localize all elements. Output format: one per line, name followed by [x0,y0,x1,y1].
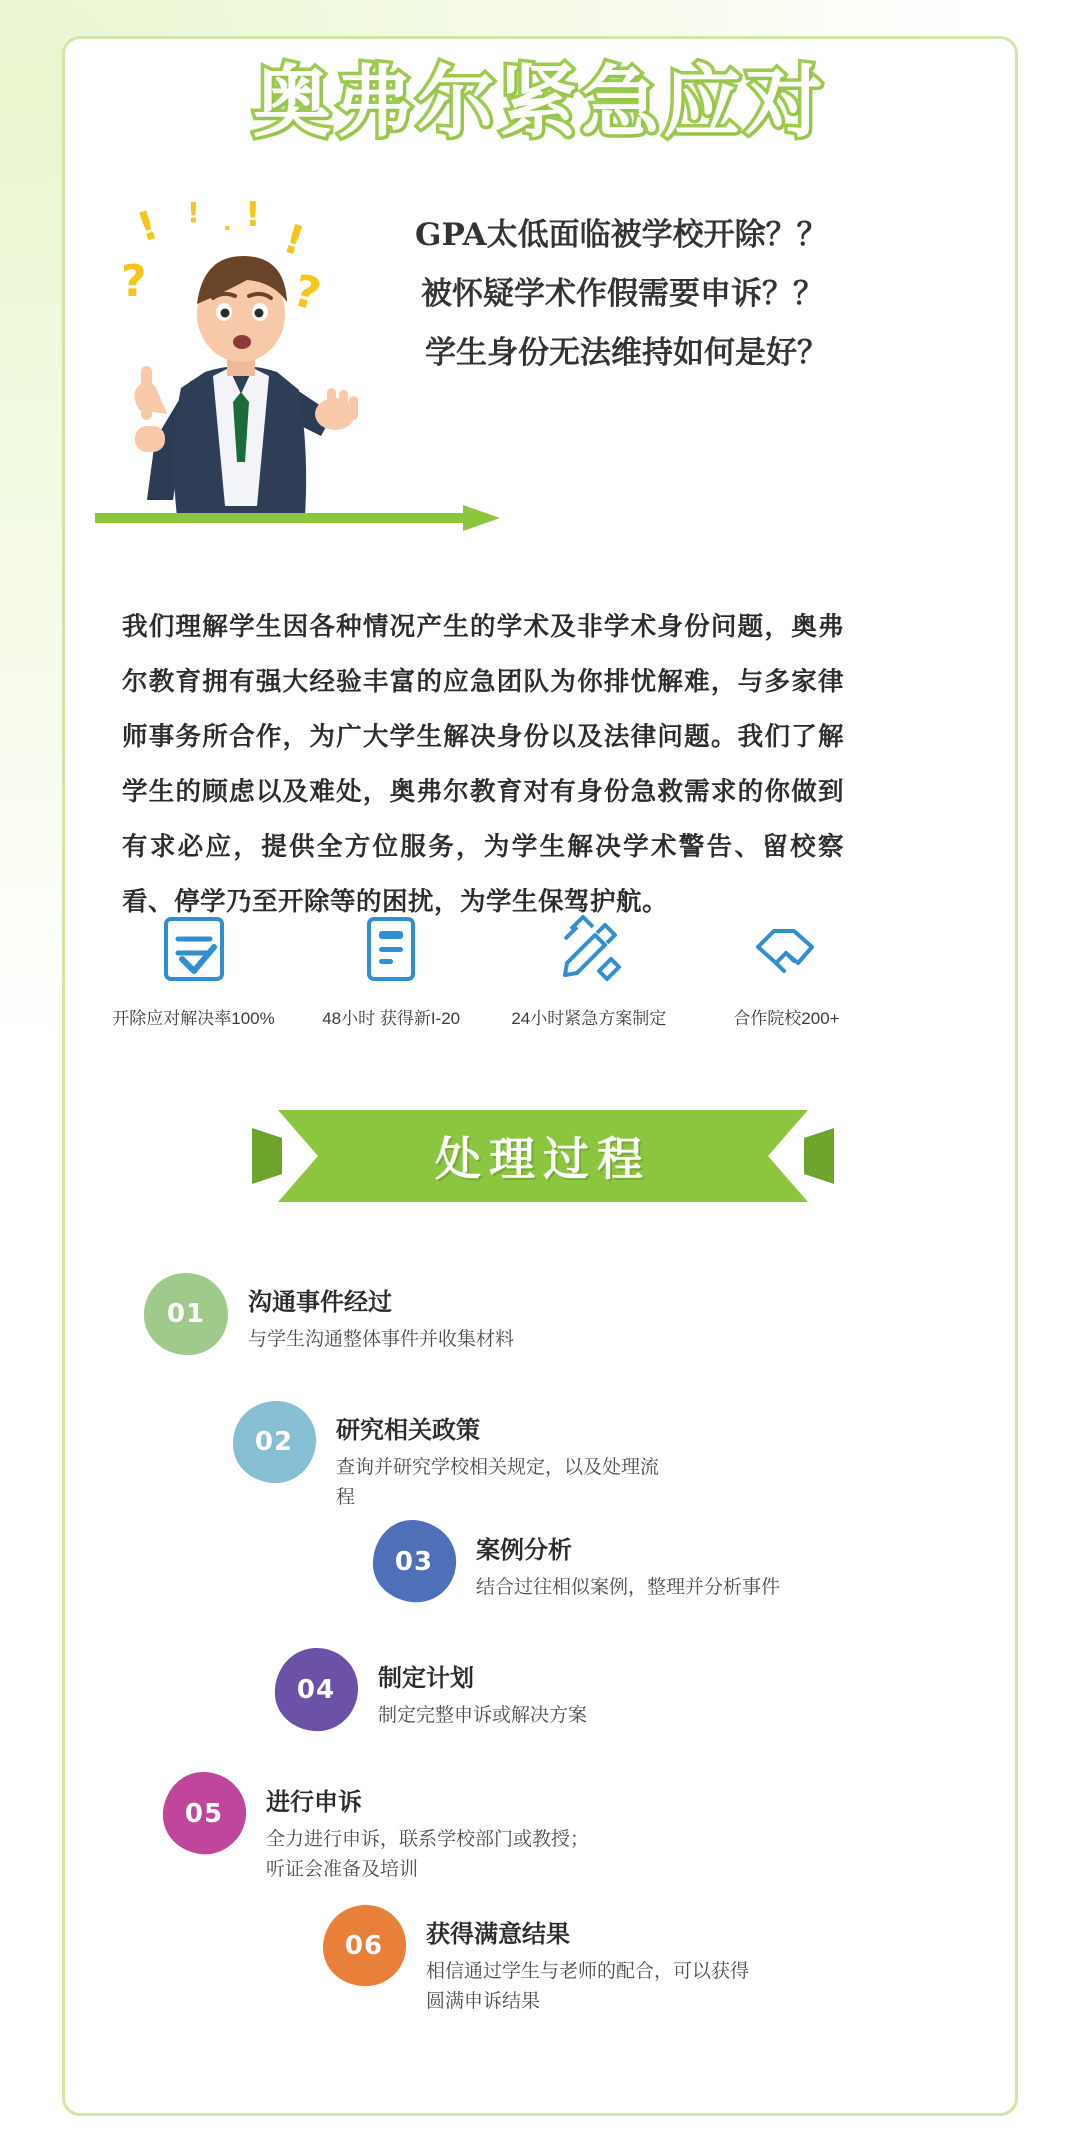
feature-item-4 [688,910,885,1029]
question-list [415,217,885,397]
step-desc-3: 结合过往相似案例，整理并分析事件 [476,1577,781,1598]
step-title-6: 获得满意结果 [426,1920,570,1948]
step-text-5 [266,1770,596,1885]
step-blob-4 [270,1646,362,1734]
step-blob-2 [228,1398,320,1486]
feature-caption-4: 合作院校200+ [733,1009,840,1028]
step-title-4: 制定计划 [378,1664,474,1692]
step-desc-4: 制定完整申诉或解决方案 [378,1705,588,1726]
question-line-2: 被怀疑学术作假需要申诉？？ [421,276,824,312]
step-item-4 [270,1646,587,1734]
hero-section [95,200,885,520]
step-blob-5 [158,1770,250,1858]
section-ribbon [278,1110,808,1202]
handshake-icon [688,910,885,988]
step-number-1: 01 [166,1299,206,1329]
feature-row [95,910,885,1029]
step-item-1 [140,1270,514,1358]
pencil-ruler-icon [490,910,687,988]
step-text-6 [426,1902,756,2017]
confused-student-illustration [95,200,385,520]
step-desc-5: 全力进行申诉，联系学校部门或教授；听证会准备及培训 [266,1829,590,1880]
feature-item-1 [95,910,292,1029]
svg-text:.: . [223,211,232,236]
step-item-2 [228,1398,666,1513]
step-title-5: 进行申诉 [266,1788,362,1816]
svg-text:?: ? [288,265,326,321]
step-blob-3 [368,1518,460,1606]
step-item-6 [318,1902,756,2017]
step-number-5: 05 [184,1799,224,1829]
step-desc-6: 相信通过学生与老师的配合，可以获得圆满申诉结果 [426,1961,750,2012]
svg-text:!: ! [187,200,200,229]
svg-text:!: ! [245,200,261,235]
feature-caption-2: 48小时 获得新I-20 [322,1009,461,1028]
svg-text:?: ? [121,256,147,307]
green-arrow [95,505,500,531]
step-text-1 [248,1270,514,1355]
ribbon-title: 处理过程 [435,1132,651,1186]
step-text-2 [336,1398,666,1513]
page-title: 奥弗尔紧急应对 [252,58,827,148]
step-item-5 [158,1770,596,1885]
question-line-3: 学生身份无法维持如何是好？ [425,335,828,371]
feature-caption-1: 开除应对解决率100% [112,1009,275,1028]
feature-item-2 [293,910,490,1029]
step-desc-2: 查询并研究学校相关规定，以及处理流程 [336,1457,660,1508]
step-title-3: 案例分析 [476,1536,572,1564]
step-number-4: 04 [296,1675,336,1705]
step-number-3: 03 [394,1547,434,1577]
step-title-1: 沟通事件经过 [248,1288,392,1316]
step-title-2: 研究相关政策 [336,1416,480,1444]
feature-caption-3: 24小时紧急方案制定 [511,1009,667,1028]
title-block [0,40,1080,152]
step-number-2: 02 [254,1427,294,1457]
step-desc-1: 与学生沟通整体事件并收集材料 [248,1329,515,1350]
step-item-3 [368,1518,780,1606]
step-text-3 [476,1518,780,1603]
step-blob-1 [140,1270,232,1358]
svg-text:!: ! [131,202,164,252]
svg-text:!: ! [277,215,310,266]
checklist-icon [95,910,292,988]
step-number-6: 06 [344,1931,384,1961]
step-text-4 [378,1646,587,1731]
intro-paragraph: 我们理解学生因各种情况产生的学术及非学术身份问题，奥弗尔教育拥有强大经验丰富的应急团队为你排忧解难，与多家律师事务所合作，为广大学生解决身份以及法律问题。我们了解学生的顾虑以及难处，奥弗尔教育对有身份急救需求的你做到有求必应，提供全方位服务，为学生解决学术警告、留校察看、停学乃至开除等的困扰，为学生保驾护航。 [122,612,844,917]
process-steps [0,1270,1080,2070]
step-blob-6 [318,1902,410,1990]
feature-item-3 [490,910,687,1029]
question-line-1: GPA太低面临被学校开除？？ [415,217,828,253]
document-icon [293,910,490,988]
